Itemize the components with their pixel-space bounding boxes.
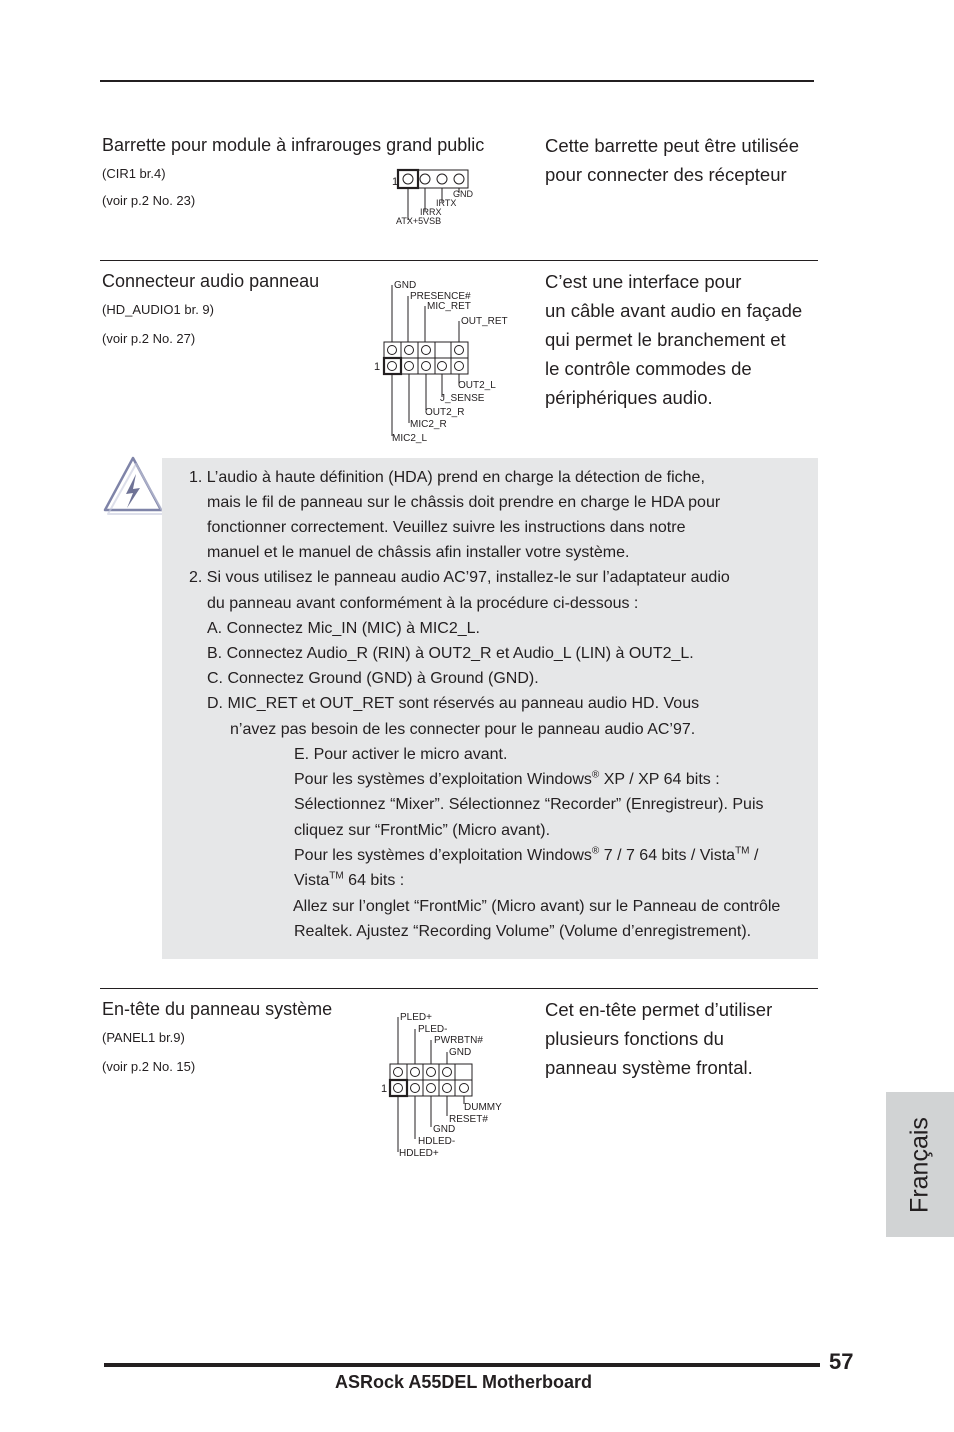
note-line: cliquez sur “FrontMic” (Micro avant). [294, 822, 551, 839]
pin-bot-3 [427, 1084, 436, 1093]
panel-header-diagram [378, 1006, 528, 1166]
section-rule [100, 988, 818, 989]
pin-mic-ret-label: MIC_RET [427, 301, 471, 312]
pin-top-1 [388, 346, 397, 355]
note-line: mais le fil de panneau sur le châssis doit prendre en charge le HDA pour [207, 494, 721, 511]
pin-bot-5 [460, 1084, 469, 1093]
pin-mic2l-label: MIC2_L [392, 433, 428, 444]
pin-bot-2 [405, 362, 414, 371]
pin-out-ret-label: OUT_RET [461, 316, 508, 327]
pin-reset-label: RESET# [449, 1114, 488, 1125]
note-line: manuel et le manuel de châssis afin installer votre système. [207, 544, 630, 561]
pin-bot-3 [422, 362, 431, 371]
pin-dummy-label: DUMMY [464, 1102, 502, 1113]
cir-desc-line: Cette barrette peut être utilisée [545, 135, 800, 156]
pin-gnd-label: GND [453, 189, 473, 199]
pin-irtx-label: IRTX [436, 198, 457, 208]
cir-ref-header: (CIR1 br.4) [102, 166, 166, 181]
audio-ref-page: (voir p.2 No. 27) [102, 331, 196, 346]
note-line [294, 846, 758, 866]
pin-2 [420, 174, 430, 184]
pin-bot-1 [394, 1084, 403, 1093]
pin-one-label: 1 [392, 176, 399, 188]
pin-pled-plus-label: PLED+ [400, 1012, 432, 1023]
note-item-1: 1. L’audio à haute définition (HDA) prend en charge la détection de fiche, [189, 469, 705, 486]
pin-atx-label: ATX+5VSB [396, 216, 442, 226]
pin-out2l-label: OUT2_L [458, 380, 496, 391]
pin-bot-4 [438, 362, 447, 371]
pin-top-5 [455, 346, 464, 355]
audio-ref-header: (HD_AUDIO1 br. 9) [102, 302, 214, 317]
section-rule [100, 260, 818, 261]
pin-top-1 [394, 1068, 403, 1077]
page-number: 57 [829, 1349, 854, 1374]
pin-gnd-top-label: GND [449, 1047, 472, 1058]
pin-bot-5 [455, 362, 464, 371]
pin-one-label: 1 [374, 361, 381, 373]
pin-irrx-label: IRRX [420, 207, 442, 217]
note-step-d: D. MIC_RET et OUT_RET sont réservés au panneau audio HD. Vous [207, 695, 700, 712]
pin-one-label: 1 [381, 1083, 388, 1095]
pin-out2r-label: OUT2_R [425, 407, 465, 418]
panel-desc-line: Cet en-tête permet d’utiliser [545, 999, 773, 1020]
cir-header-diagram [388, 165, 498, 235]
pin-pled-minus-label: PLED- [418, 1024, 448, 1035]
note-line [294, 871, 404, 891]
top-rule [100, 80, 814, 82]
audio-desc-line: qui permet le branchement et [545, 329, 786, 350]
pin-3 [437, 174, 447, 184]
cir-desc-line: pour connecter des récepteur [545, 164, 787, 185]
language-side-tab [886, 1092, 954, 1237]
note-line: du panneau avant conformément à la procédure ci-dessous : [207, 595, 639, 612]
cir-description [545, 131, 799, 189]
registered-mark: ® [591, 845, 600, 857]
panel-ref-header: (PANEL1 br.9) [102, 1030, 185, 1045]
pin-bot-1 [388, 362, 397, 371]
note-text: Vista [294, 872, 330, 889]
panel-desc-line: plusieurs fonctions du [545, 1028, 724, 1049]
pin-4 [454, 174, 464, 184]
note-line: fonctionner correctement. Veuillez suivre les instructions dans notre [207, 519, 686, 536]
pin-hdled-minus-label: HDLED- [418, 1136, 456, 1147]
note-text: Pour les systèmes d’exploitation Windows [294, 847, 592, 864]
note-line: Allez sur l’onglet “FrontMic” (Micro avant) sur le Panneau de contrôle [293, 898, 781, 915]
footer-model-name: ASRock A55DEL Motherboard [335, 1372, 593, 1392]
registered-mark: ® [591, 769, 600, 781]
pin-block [398, 170, 468, 188]
pin-hdled-plus-label: HDLED+ [399, 1148, 439, 1159]
audio-title: Connecteur audio panneau [102, 271, 320, 291]
note-step-e: E. Pour activer le micro avant. [294, 746, 508, 763]
note-step-a: A. Connectez Mic_IN (MIC) à MIC2_L. [207, 620, 480, 637]
footer-rule [104, 1363, 820, 1367]
pin-top-3 [427, 1068, 436, 1077]
pin-bot-2 [411, 1084, 420, 1093]
panel-ref-page: (voir p.2 No. 15) [102, 1059, 196, 1074]
note-line: n’avez pas besoin de les connecter pour le panneau audio AC’97. [230, 721, 696, 738]
note-line: Sélectionnez “Mixer”. Sélectionnez “Recorder” (Enregistreur). Puis [294, 796, 764, 813]
pin-top-2 [405, 346, 414, 355]
pin-1-marker [384, 358, 401, 374]
panel-desc-line: panneau système frontal. [545, 1057, 753, 1078]
pin-top-4 [443, 1068, 452, 1077]
pin-presence-label: PRESENCE# [410, 291, 471, 302]
pin-gnd-bot-label: GND [433, 1124, 456, 1135]
note-step-b: B. Connectez Audio_R (RIN) à OUT2_R et Audio_L (LIN) à OUT2_L. [207, 645, 694, 662]
trademark-mark: TM [329, 870, 344, 882]
pin-1-marker [390, 1080, 407, 1096]
pin-bot-4 [443, 1084, 452, 1093]
pin-pwrbtn-label: PWRBTN# [434, 1035, 483, 1046]
audio-desc-line: périphériques audio. [545, 387, 713, 408]
note-text: 64 bits : [343, 872, 405, 889]
note-text: Pour les systèmes d’exploitation Windows [294, 771, 592, 788]
pin-1 [403, 174, 413, 184]
pin-jsense-label: J_SENSE [440, 393, 485, 404]
panel-title: En-tête du panneau système [102, 999, 333, 1019]
note-text: / [749, 847, 759, 864]
panel-description [545, 995, 772, 1082]
note-line [294, 770, 720, 790]
pin-top-3 [422, 346, 431, 355]
pin-1-marker [398, 170, 418, 188]
note-line: Realtek. Ajustez “Recording Volume” (Volume d’enregistrement). [294, 923, 752, 940]
pin-gnd-label: GND [394, 280, 417, 291]
note-item-2: 2. Si vous utilisez le panneau audio AC’97, installez-le sur l’adaptateur audio [189, 569, 730, 586]
trademark-mark: TM [735, 845, 750, 857]
audio-desc-line: C’est une interface pour [545, 271, 742, 292]
audio-header-diagram [370, 276, 520, 446]
cir-title: Barrette pour module à infrarouges grand public [102, 135, 485, 155]
cir-ref-page: (voir p.2 No. 23) [102, 193, 196, 208]
audio-desc-line: le contrôle commodes de [545, 358, 752, 379]
pin-mic2r-label: MIC2_R [410, 419, 447, 430]
note-text: XP / XP 64 bits : [599, 771, 720, 788]
note-text: 7 / 7 64 bits / Vista [599, 847, 736, 864]
audio-description [545, 267, 802, 412]
warning-icon [102, 456, 164, 514]
pin-top-2 [411, 1068, 420, 1077]
language-label: Français [905, 1116, 934, 1213]
audio-desc-line: un câble avant audio en façade [545, 300, 803, 321]
note-step-c: C. Connectez Ground (GND) à Ground (GND). [207, 670, 539, 687]
